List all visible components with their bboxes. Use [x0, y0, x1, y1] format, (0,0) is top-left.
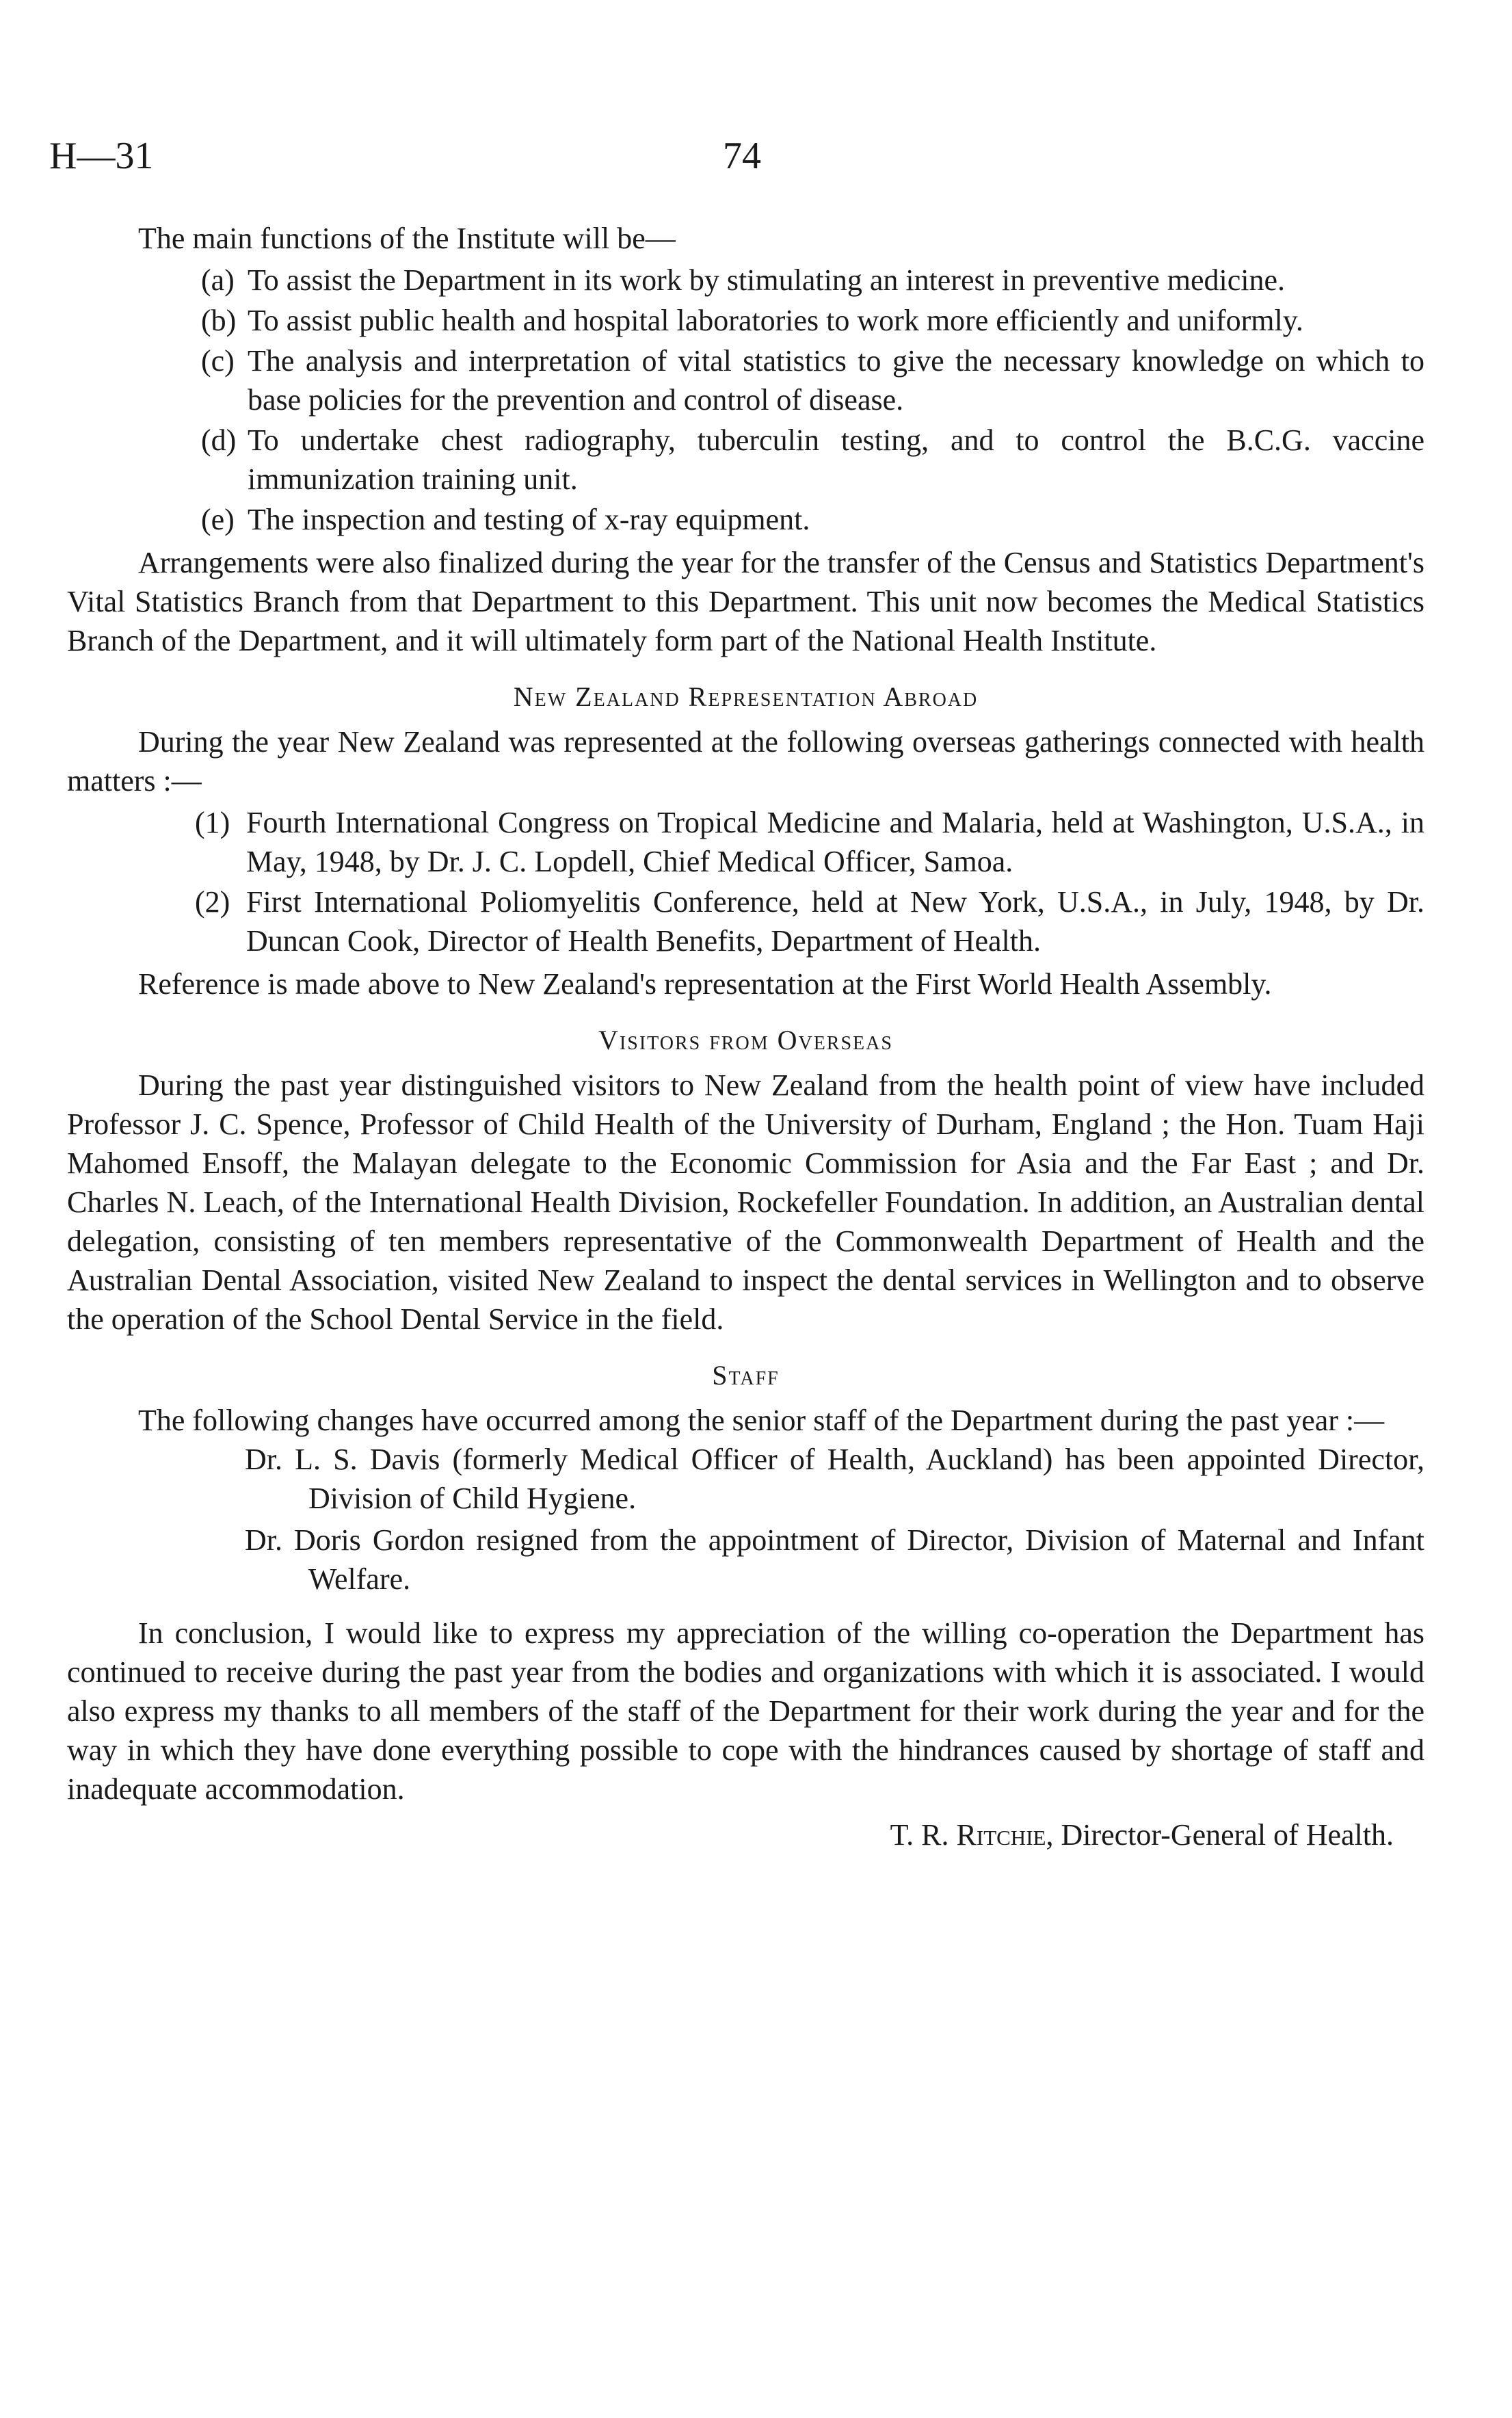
- representation-intro: During the year New Zealand was represented at the following overseas gatherings connected with health matters :—: [67, 725, 1424, 798]
- list-item-text: First International Poliomyelitis Conference, held at New York, U.S.A., in July, 1948, by Dr. Duncan Cook, Director of Health Benefits, Department of Health.: [246, 885, 1424, 958]
- staff-change-item: Dr. Doris Gordon resigned from the appointment of Director, Division of Maternal and Infant Welfare.: [245, 1523, 1424, 1596]
- page-number: 74: [723, 135, 761, 177]
- list-item: [67, 341, 1424, 419]
- page-body: [67, 219, 1424, 1854]
- list-item-text: To assist the Department in its work by stimulating an interest in preventive medicine.: [248, 263, 1286, 297]
- list-marker: (a): [201, 263, 235, 297]
- section-heading-representation: New Zealand Representation Abroad: [513, 681, 979, 712]
- list-marker: (b): [201, 304, 237, 337]
- list-marker: (d): [201, 423, 237, 457]
- list-item-text: The inspection and testing of x-ray equipment.: [248, 503, 810, 536]
- list-item: [67, 421, 1424, 499]
- list-item-text: Fourth International Congress on Tropical Medicine and Malaria, held at Washington, U.S.A., in May, 1948, by Dr. J. C. Lopdell, Chief Medical Officer, Samoa.: [246, 806, 1424, 878]
- list-item: [67, 500, 1424, 539]
- list-item: [67, 882, 1424, 960]
- list-marker: (1): [195, 806, 230, 839]
- staff-change-item: Dr. L. S. Davis (formerly Medical Officer of Health, Auckland) has been appointed Director, Division of Child Hygiene.: [245, 1443, 1424, 1515]
- representation-list: [67, 803, 1424, 960]
- list-item: [67, 261, 1424, 300]
- list-marker: (c): [201, 344, 235, 378]
- list-marker: (e): [201, 503, 235, 536]
- list-item-text: To assist public health and hospital laboratories to work more efficiently and uniformly.: [248, 304, 1303, 337]
- signatory-name: T. R. Ritchie: [890, 1818, 1046, 1852]
- list-item-text: The analysis and interpretation of vital statistics to give the necessary knowledge on which to base policies for the prevention and control of disease.: [248, 344, 1424, 417]
- list-marker: (2): [195, 885, 230, 919]
- institute-intro: The main functions of the Institute will be—: [138, 222, 676, 255]
- representation-reference: Reference is made above to New Zealand's representation at the First World Health Assembly.: [138, 967, 1272, 1001]
- section-heading-staff: Staff: [712, 1360, 780, 1391]
- list-item: [67, 803, 1424, 881]
- arrangements-paragraph: Arrangements were also finalized during the year for the transfer of the Census and Statistics Department's Vital Statistics Branch from that Department to this Department. This unit now becomes the Medical Statistics Branch of the Department, and it will ultimately form part of the National Health Institute.: [67, 546, 1424, 657]
- page-header: [49, 134, 1417, 189]
- conclusion-paragraph: In conclusion, I would like to express my appreciation of the willing co-operation the Department has continued to receive during the past year from the bodies and organizations with which it is associated. I would also express my thanks to all members of the staff of the Department for their work during the year and for the way in which they have done everything possible to cope with the hindrances caused by shortage of staff and inadequate accommodation.: [67, 1616, 1424, 1806]
- signature: [67, 1815, 1424, 1854]
- signatory-title: , Director-General of Health.: [1046, 1818, 1394, 1852]
- list-item: [67, 301, 1424, 340]
- section-heading-visitors: Visitors from Overseas: [598, 1025, 893, 1055]
- document-reference: H—31: [49, 135, 154, 177]
- staff-intro: The following changes have occurred among the senior staff of the Department during the past year :—: [138, 1404, 1385, 1437]
- visitors-paragraph: During the past year distinguished visitors to New Zealand from the health point of view have included Professor J. C. Spence, Professor of Child Health of the University of Durham, England ; the Hon. Tuam Haji Mahomed Ensoff, the Malayan delegate to the Economic Commission for Asia and the Far East ; and Dr. Charles N. Leach, of the International Health Division, Rockefeller Foundation. In addition, an Australian dental delegation, consisting of ten members representative of the Commonwealth Department of Health and the Australian Dental Association, visited New Zealand to inspect the dental services in Wellington and to observe the operation of the School Dental Service in the field.: [67, 1068, 1424, 1336]
- list-item-text: To undertake chest radiography, tuberculin testing, and to control the B.C.G. vaccine immunization training unit.: [248, 423, 1424, 496]
- institute-functions-list: [67, 261, 1424, 539]
